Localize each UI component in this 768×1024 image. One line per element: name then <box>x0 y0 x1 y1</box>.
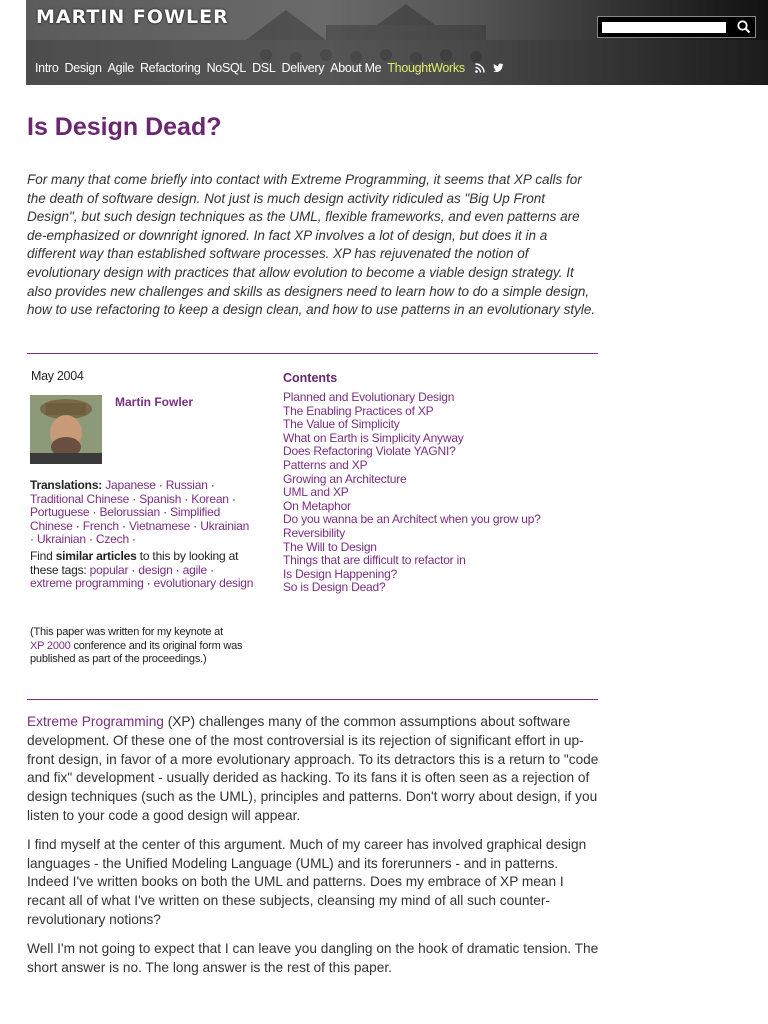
site-header <box>26 0 768 85</box>
contents-link[interactable]: Do you wanna be an Architect when you grow up? <box>283 512 541 527</box>
similar-bold: similar articles <box>55 549 137 563</box>
tag-link[interactable]: popular <box>89 562 129 577</box>
contents-link[interactable]: Is Design Happening? <box>283 566 398 581</box>
contents-list <box>283 391 541 595</box>
divider <box>27 699 598 700</box>
contents-link[interactable]: Reversibility <box>283 525 346 540</box>
nav-design[interactable]: Design <box>64 61 102 75</box>
page-title: Is Design Dead? <box>27 113 222 141</box>
translations: Translations: Japanese · Russian · Traditional Chinese · Spanish · Korean · Portuguese · Belorussian · Simplified Chinese · French · Vietnamese · Ukrainian · Ukrainian · Czech · <box>30 478 250 546</box>
contents-link[interactable]: Does Refactoring Violate YAGNI? <box>283 444 456 459</box>
nav-agile[interactable]: Agile <box>107 61 134 75</box>
nav-delivery[interactable]: Delivery <box>281 61 325 75</box>
similar-articles: Find similar articles to this by looking at these tags: popular · design · agile · extreme programming · evolutionary design <box>30 549 254 590</box>
keynote-after: conference and its original form was published as part of the proceedings.) <box>30 639 243 665</box>
contents-link[interactable]: Planned and Evolutionary Design <box>283 390 455 404</box>
translation-link[interactable]: Vietnamese <box>128 518 191 533</box>
article-body <box>27 713 599 987</box>
keynote-before: (This paper was written for my keynote at <box>30 626 223 638</box>
contents-link[interactable]: The Value of Simplicity <box>283 417 400 432</box>
contents-link[interactable]: The Enabling Practices of XP <box>283 403 434 418</box>
nav-nosql[interactable]: NoSQL <box>206 61 247 75</box>
contents-link[interactable]: Growing an Architecture <box>283 471 407 486</box>
nav-refactoring[interactable]: Refactoring <box>139 61 201 75</box>
tag-link[interactable]: evolutionary design <box>153 576 254 590</box>
nav-intro[interactable]: Intro <box>35 61 59 75</box>
nav-about-me[interactable]: About Me <box>330 61 382 75</box>
rss-icon[interactable] <box>475 63 485 73</box>
translation-link[interactable]: Ukrainian <box>36 532 86 546</box>
translations-label: Translations: <box>30 478 103 492</box>
similar-suffix: to this by looking at these tags: <box>30 549 239 577</box>
twitter-icon[interactable] <box>493 63 504 73</box>
contents-link[interactable]: UML and XP <box>283 485 349 500</box>
translation-link[interactable]: Ukrainian <box>200 518 250 533</box>
translation-link[interactable]: Czech <box>95 532 129 546</box>
search-icon[interactable] <box>736 19 752 35</box>
translation-link[interactable]: Portuguese <box>30 505 90 519</box>
divider <box>27 353 598 354</box>
nav-dsl[interactable]: DSL <box>252 61 276 75</box>
translation-link[interactable]: Russian <box>165 478 208 492</box>
keynote-note <box>30 626 260 667</box>
contents-link[interactable]: The Will to Design <box>283 539 377 554</box>
body-paragraph <box>27 713 599 826</box>
search-input[interactable] <box>602 22 726 33</box>
article-abstract: For many that come briefly into contact with Extreme Programming, it seems that XP calls for the death of software design. Not just is much design activity ridiculed as "Big Up Front Design", but such design techniques as the UML, flexible frameworks, and even patterns are de-emphasized or downright ignored. In fact XP involves a lot of design, but does it in a different way than established software processes. XP has rejuvenated the notion of evolutionary design with practices that allow evolution to become a viable design strategy. It also provides new challenges and skills as designers need to learn how to do a simple design, how to use refactoring to keep a design clean, and how to use patterns in an evolutionary style. <box>27 172 596 318</box>
translation-link[interactable]: Korean <box>191 491 229 506</box>
contents-link[interactable]: Patterns and XP <box>283 457 368 472</box>
contents-link[interactable]: So is Design Dead? <box>283 580 386 595</box>
body-paragraph: Well I'm not going to expect that I can leave you dangling on the hook of dramatic tension. The short answer is no. The long answer is the rest of this paper. <box>27 940 599 975</box>
contents-link[interactable]: On Metaphor <box>283 498 351 513</box>
translation-link[interactable]: French <box>82 518 119 533</box>
translation-link[interactable]: Japanese <box>105 478 156 492</box>
tag-link[interactable]: agile <box>182 562 207 577</box>
body-paragraph: I find myself at the center of this argument. Much of my career has involved graphical design languages - the Unified Modeling Language (UML) and its forerunners - and in patterns. Indeed I've written books on both the UML and patterns. Does my embrace of XP mean I recant all of what I've written on these subjects, cleansing my mind of all such counter-revolutionary notions? <box>27 836 587 927</box>
contents-link[interactable]: What on Earth is Simplicity Anyway <box>283 430 464 445</box>
body-text: (XP) challenges many of the common assumptions about software development. Of these one of the most controversial is its rejection of significant effort in up-front design, in favor of a more evolutionary approach. To its detractors this is a return to "code and fix" development - usually derided as hacking. To its fans it is often seen as a rejection of design techniques (such as the UML), principles and patterns. Don't worry about design, if you listen to your code a good design will appear. <box>27 714 599 823</box>
tag-link[interactable]: extreme programming <box>30 576 144 590</box>
author-photo[interactable] <box>30 395 102 464</box>
main-nav <box>35 61 508 75</box>
extreme-programming-link[interactable]: Extreme Programming <box>27 714 164 729</box>
translation-link[interactable]: Simplified Chinese <box>30 505 221 533</box>
xp2000-link[interactable]: XP 2000 <box>30 639 71 652</box>
translation-link[interactable]: Spanish <box>139 491 182 506</box>
contents-link[interactable]: Things that are difficult to refactor in <box>283 553 466 568</box>
translation-link[interactable]: Belorussian <box>99 505 160 519</box>
nav-thoughtworks[interactable]: ThoughtWorks <box>387 61 465 75</box>
search-box <box>597 16 756 38</box>
similar-prefix: Find <box>30 549 53 563</box>
translation-link[interactable]: Traditional Chinese <box>30 491 130 506</box>
contents-heading: Contents <box>283 371 338 385</box>
author-name[interactable]: Martin Fowler <box>115 395 194 409</box>
site-logo[interactable]: MARTIN FOWLER <box>36 6 229 28</box>
tag-link[interactable]: design <box>138 562 173 577</box>
article-date: May 2004 <box>31 369 84 383</box>
